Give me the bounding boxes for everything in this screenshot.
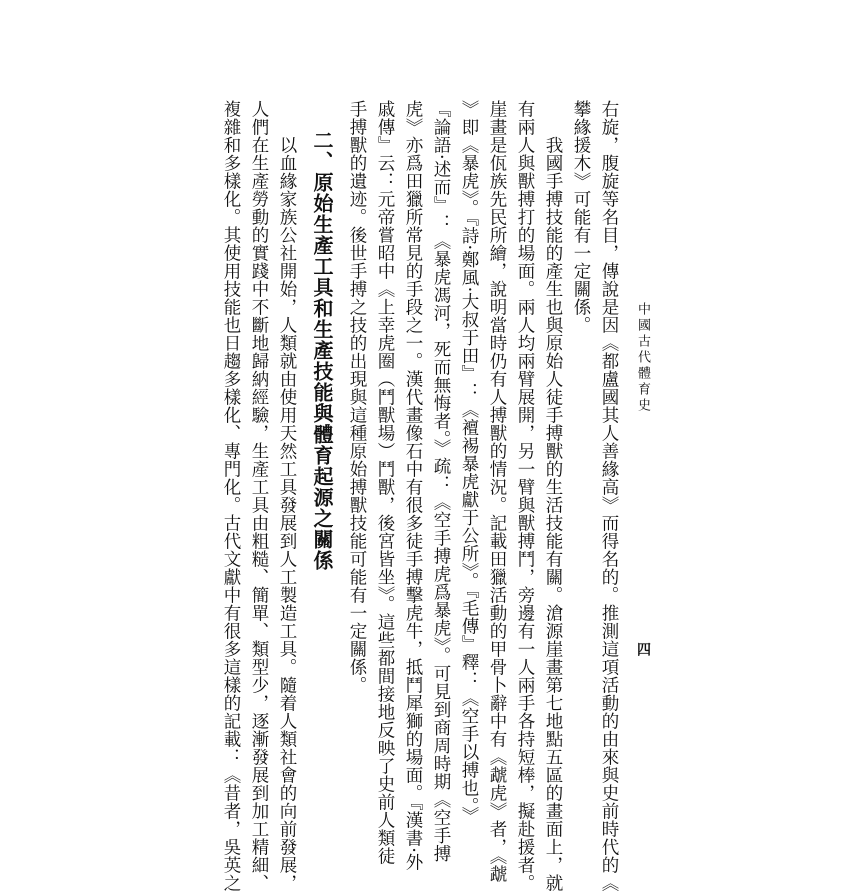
text-line: 有兩人與獸搏打的場面。兩人均兩臂展開，另一臂與獸搏鬥，旁邊有一人兩手各持短棒，擬赴援者。 bbox=[515, 100, 535, 892]
text-line: 崖畫是佤族先民所繪，說明當時仍有人搏獸的情況。記載田獵活動的甲骨卜辭中有《虣虎》者，《虣 bbox=[487, 100, 507, 884]
text-line: 攀緣援木》可能有一定關係。 bbox=[571, 100, 591, 334]
page-number: 四 bbox=[635, 642, 651, 656]
section-heading: 二、原始生產工具和生產技能與體育起源之關係 bbox=[310, 130, 334, 571]
text-line: 我國手搏技能的產生也與原始人徒手搏獸的生活技能有關。滄源崖畫第七地點五區的畫面上，就 bbox=[543, 136, 563, 892]
text-line: 右旋，腹旋等名目，傳說是因《都盧國其人善緣高》而得名的。推測這項活動的由來與史前時代的《 bbox=[599, 100, 619, 892]
body-text bbox=[221, 100, 620, 892]
running-title: 中國古代體育史 bbox=[635, 302, 650, 414]
text-line: 》即《暴虎》。『詩·鄭風·大叔于田』：《襢裼暴虎獻于公所》。『毛傳』釋：《空手以搏也。》 bbox=[459, 100, 479, 825]
text-line: 戚傳』云：元帝嘗昭中《上幸虎圈（鬥獸場）鬥獸，後宮皆坐》。這些都間接地反映了史前人類徒 bbox=[375, 100, 395, 866]
text-line: 以血緣家族公社開始，人類就由使用天然工具發展到人工製造工具。隨着人類社會的向前發展， bbox=[277, 136, 297, 892]
text-line: 複雜和多樣化。其使用技能也日趨多樣化、專門化。古代文獻中有很多這樣的記載：《昔者，吳英之 bbox=[221, 100, 241, 892]
text-line: 『論語·述而』：《暴虎馮河，死而無悔者。》疏：《空手搏虎爲暴虎》。可見到商周時期《空手搏 bbox=[431, 100, 451, 863]
text-line: 人們在生產勞動的實踐中不斷地歸納經驗，生產工具由粗糙、簡單、類型少，逐漸發展到加工精細、 bbox=[249, 100, 269, 892]
text-line: 虎》亦爲田獵所常見的手段之一。漢代畫像石中有很多徒手搏擊虎牛，抵鬥犀獅的場面。『漢書·外 bbox=[403, 100, 423, 872]
text-line: 手搏獸的遺迹。後世手搏之技的出現與這種原始搏獸技能可能有一定關係。 bbox=[347, 100, 367, 694]
